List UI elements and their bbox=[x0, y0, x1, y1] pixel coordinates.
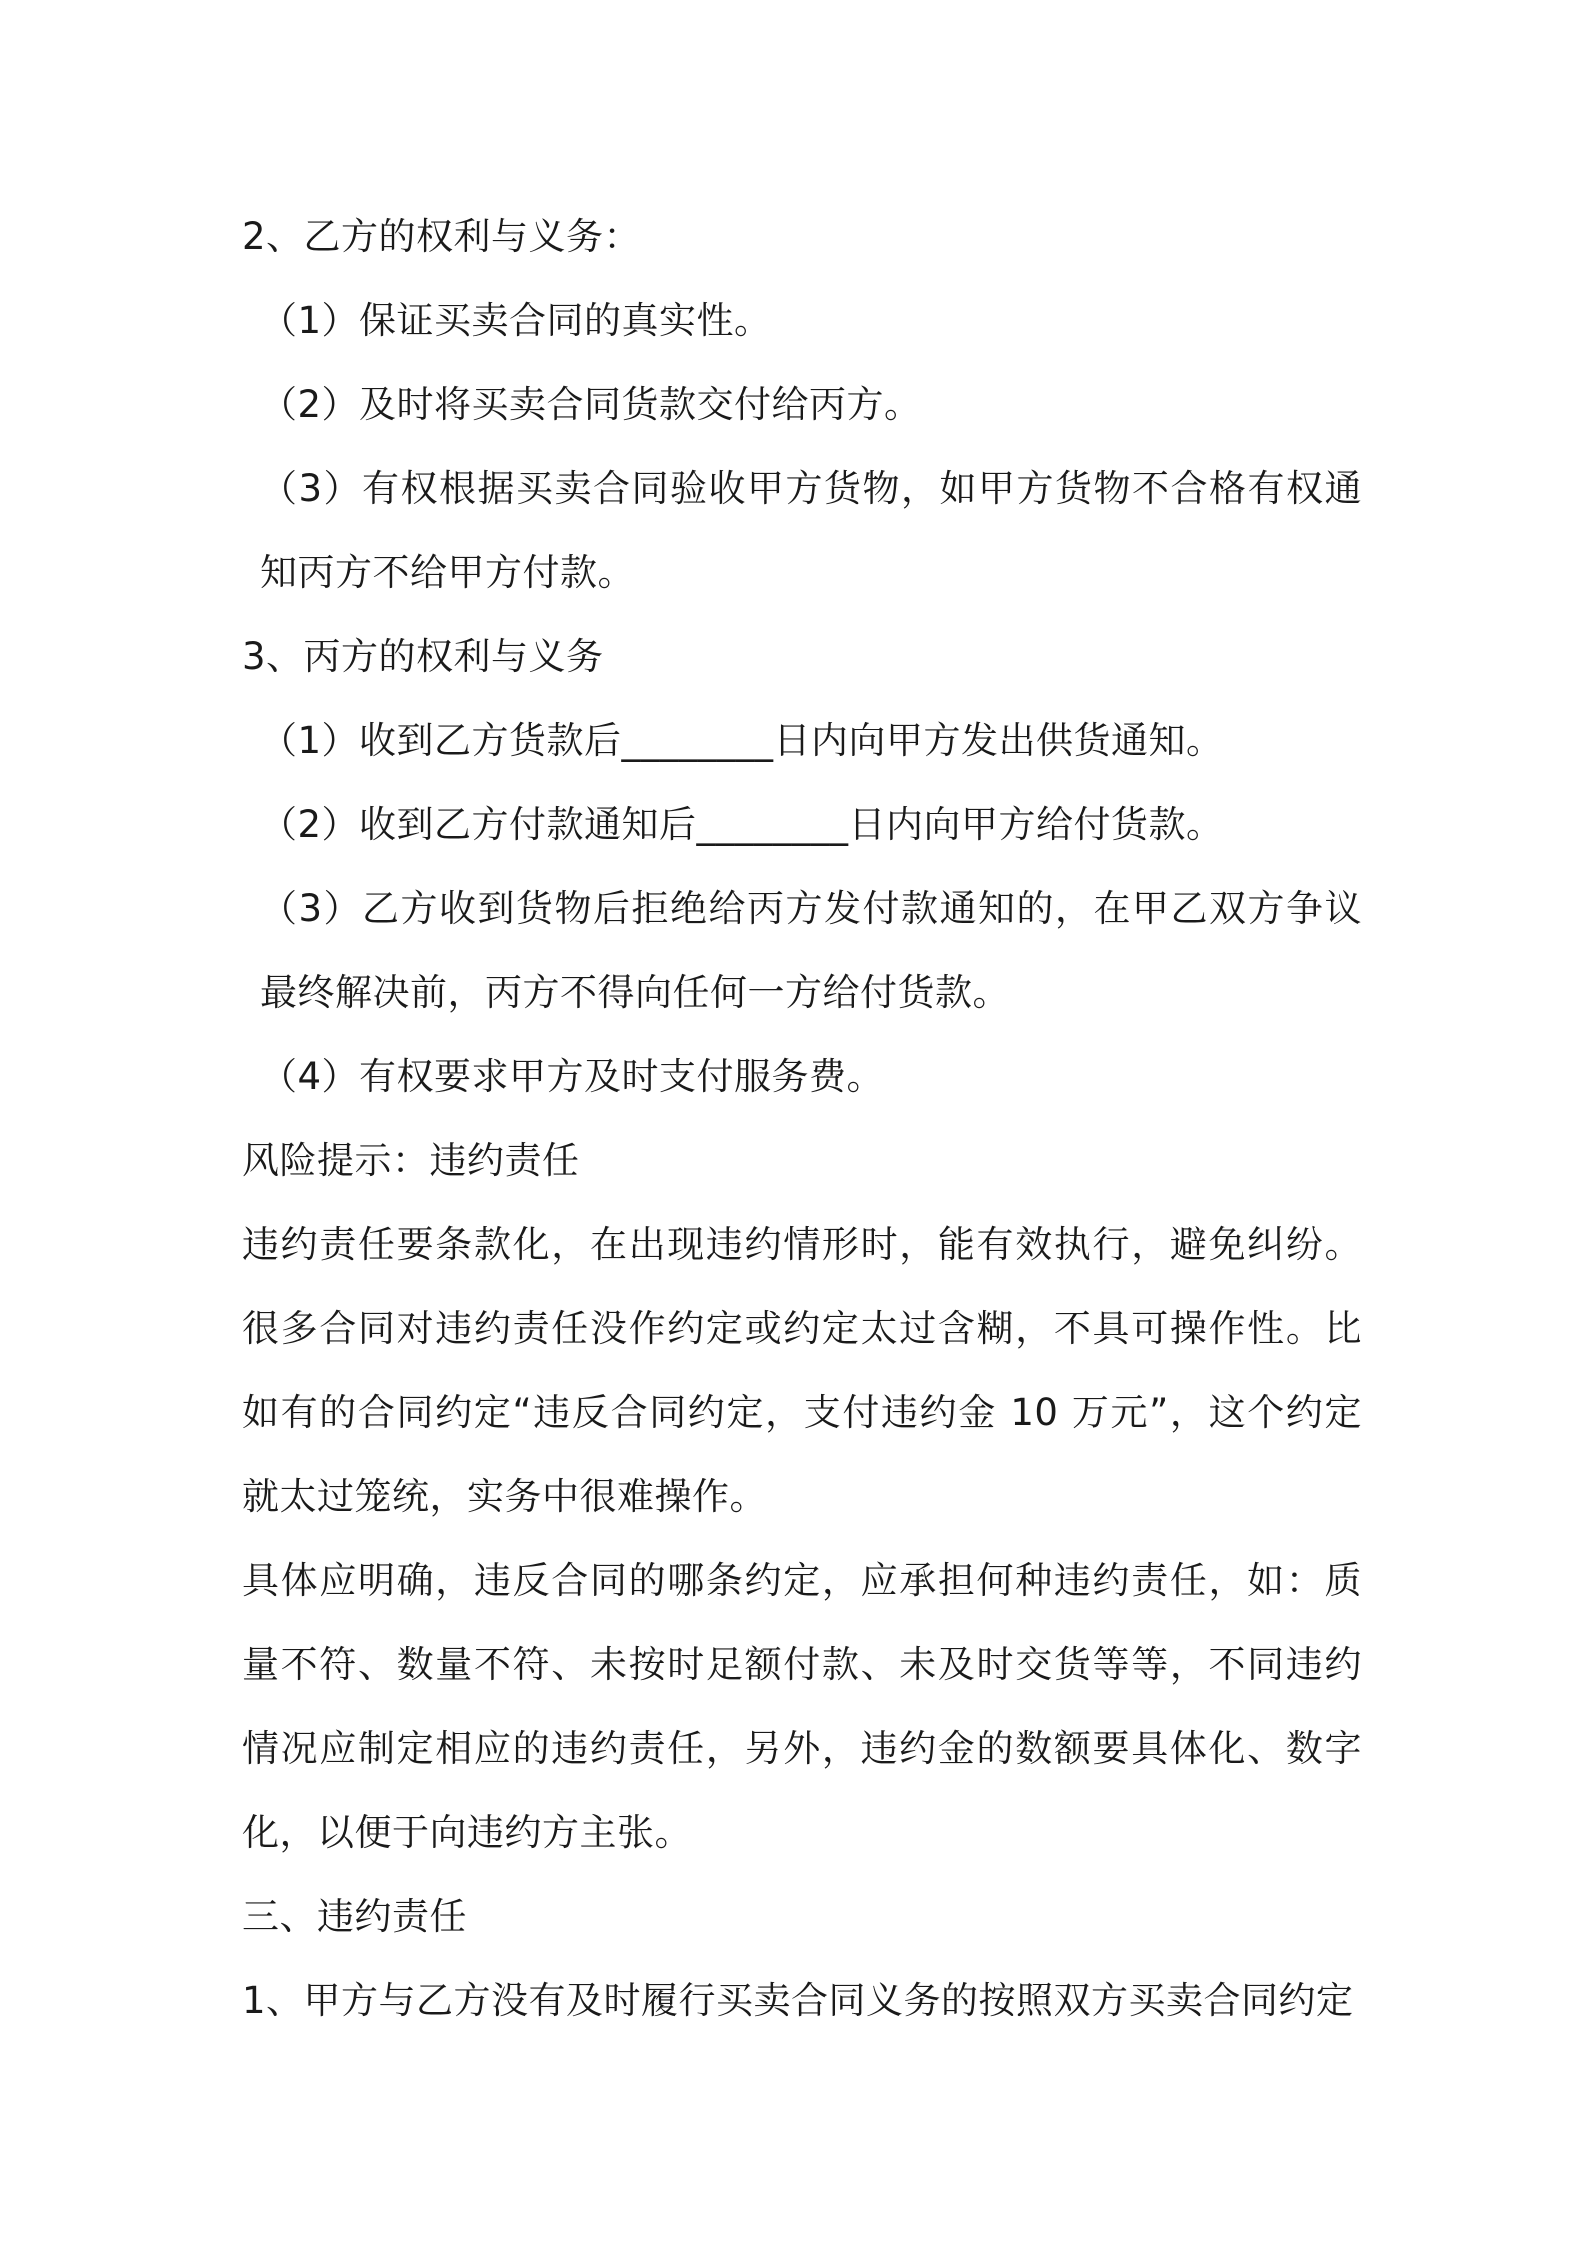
risk-tip-paragraph: 具体应明确，违反合同的哪条约定，应承担何种违约责任，如：质量不符、数量不符、未按时足额付款、未及时交货等等，不同违约情况应制定相应的违约责任，另外，违约金的数额要具体化、数字化，以便于向违约方主张。 bbox=[242, 1559, 1362, 1854]
list-item: （1）收到乙方货款后________日内向甲方发出供货通知。 bbox=[260, 719, 1224, 762]
section-heading-party-c: 3、丙方的权利与义务 bbox=[242, 635, 604, 678]
list-item: （1）保证买卖合同的真实性。 bbox=[260, 299, 772, 342]
section-heading-party-b: 2、乙方的权利与义务： bbox=[242, 215, 642, 258]
list-item: （2）及时将买卖合同货款交付给丙方。 bbox=[260, 383, 922, 426]
list-item: （2）收到乙方付款通知后________日内向甲方给付货款。 bbox=[260, 803, 1224, 846]
section-heading-liability: 三、违约责任 bbox=[242, 1895, 467, 1938]
list-item: （4）有权要求甲方及时支付服务费。 bbox=[260, 1055, 885, 1098]
list-item: （3）乙方收到货物后拒绝给丙方发付款通知的，在甲乙双方争议最终解决前，丙方不得向任何一方给付货款。 bbox=[260, 887, 1362, 1014]
document-body bbox=[242, 195, 1362, 2043]
risk-tip-heading: 风险提示：违约责任 bbox=[242, 1139, 580, 1182]
list-item: 1、甲方与乙方没有及时履行买卖合同义务的按照双方买卖合同约定 bbox=[242, 1979, 1354, 2022]
list-item: （3）有权根据买卖合同验收甲方货物，如甲方货物不合格有权通知丙方不给甲方付款。 bbox=[260, 467, 1362, 594]
risk-tip-paragraph: 违约责任要条款化，在出现违约情形时，能有效执行，避免纠纷。很多合同对违约责任没作约定或约定太过含糊，不具可操作性。比如有的合同约定“违反合同约定，支付违约金 10 万元”，这个约定就太过笼统，实务中很难操作。 bbox=[242, 1223, 1362, 1518]
